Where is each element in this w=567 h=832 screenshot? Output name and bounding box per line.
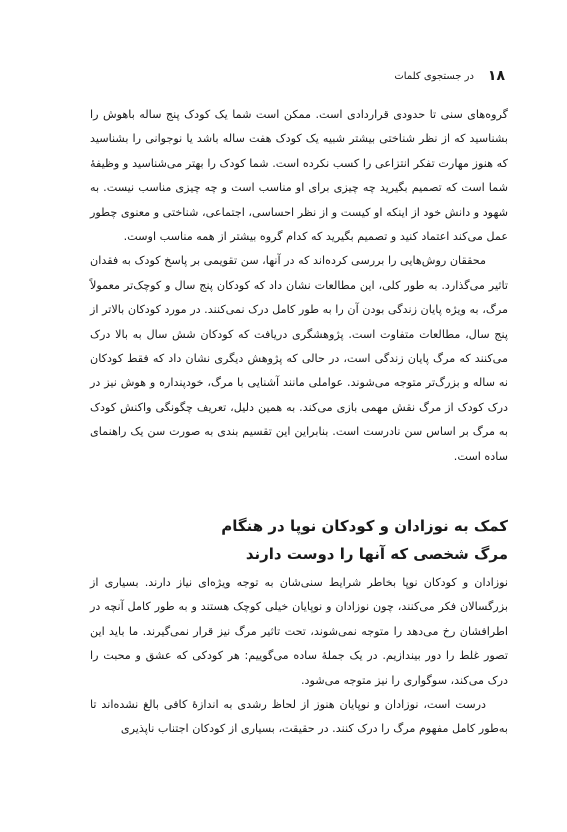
section-heading xyxy=(90,512,508,568)
section-heading-line: کمک به نوزادان و کودکان نوپا در هنگام xyxy=(221,517,508,535)
paragraph: محققان روش‌هایی را بررسی کرده‌اند که در آنها، سن تقویمی بر پاسخ کودک به فقدان تاثیر می‌گذارد. به طور کلی، این مطالعات نشان داد که کودکان پنج سال و کوچک‌تر معمولاً مرگ، به ویژه پایان زندگی بودن آن را به طور کامل درک نمی‌کنند. در مورد کودکان بالاتر از پنج سال، مطالعات متفاوت است. پژوهشگری دریافت که کودکان شش سال به بالا درک می‌کنند که مرگ پایان زندگی است، در حالی که پژوهش دیگری نشان داد که فقط کودکان نه ساله و بزرگ‌تر متوجه می‌شوند. عواملی مانند آشنایی با مرگ، خودپنداره و هوش نیز در درک کودک از مرگ نقش مهمی بازی می‌کند. به همین دلیل، تعریف چگونگی واکنش کودک به مرگ بر اساس سن نادرست است. بنابراین این تقسیم بندی به صورت سن یک راهنمای ساده است. xyxy=(90,254,508,463)
paragraph: نوزادان و کودکان نوپا بخاطر شرایط سنی‌شان به توجه ویژه‌ای نیاز دارند. بسیاری از بزرگسالان فکر می‌کنند، چون نوزادان و نوپایان خیلی کوچک هستند و به طور کامل آنچه در اطرافشان رخ می‌دهد را متوجه نمی‌شوند، تحت تاثیر مرگ نیز قرار نمی‌گیرند. ما باید این تصور غلط را دور بیندازیم. در یک جملهٔ ساده می‌گوییم: هر کودکی که عشق و محبت را درک می‌کند، سوگواری را نیز متوجه می‌شود. xyxy=(90,576,508,687)
paragraph: گروه‌های سنی تا حدودی قراردادی است. ممکن است شما یک کودک پنج ساله باهوش را بشناسید که از نظر شناختی بیشتر شبیه یک کودک هفت ساله باشد یا نوجوانی را بشناسید که هنوز مهارت تفکر انتزاعی را کسب نکرده است. شما کودک را بهتر می‌شناسید و وظیفهٔ شما است که تصمیم بگیرید چه چیزی برای او مناسب است و چه چیزی مناسب نیست. به شهود و دانش خود از اینکه او کیست و از نظر احساسی، اجتماعی، شناختی و معنوی چطور عمل می‌کند اعتماد کنید و تصمیم بگیرید که کدام گروه بیشتر از همه مناسب اوست. xyxy=(90,108,508,244)
section-text-block xyxy=(90,571,508,742)
paragraph: درست است، نوزادان و نوپایان هنوز از لحاظ رشدی به اندازهٔ کافی بالغ نشده‌اند تا به‌طور کامل مفهوم مرگ را درک کنند. در حقیقت، بسیاری از کودکان اجتناب ناپذیری xyxy=(90,698,508,736)
book-title: در جستجوی کلمات xyxy=(394,70,474,82)
section-heading-line: مرگ شخصی که آنها را دوست دارند xyxy=(245,545,508,563)
page-number: ۱۸ xyxy=(487,68,505,84)
running-header xyxy=(90,64,505,88)
intro-text-block xyxy=(90,103,508,469)
